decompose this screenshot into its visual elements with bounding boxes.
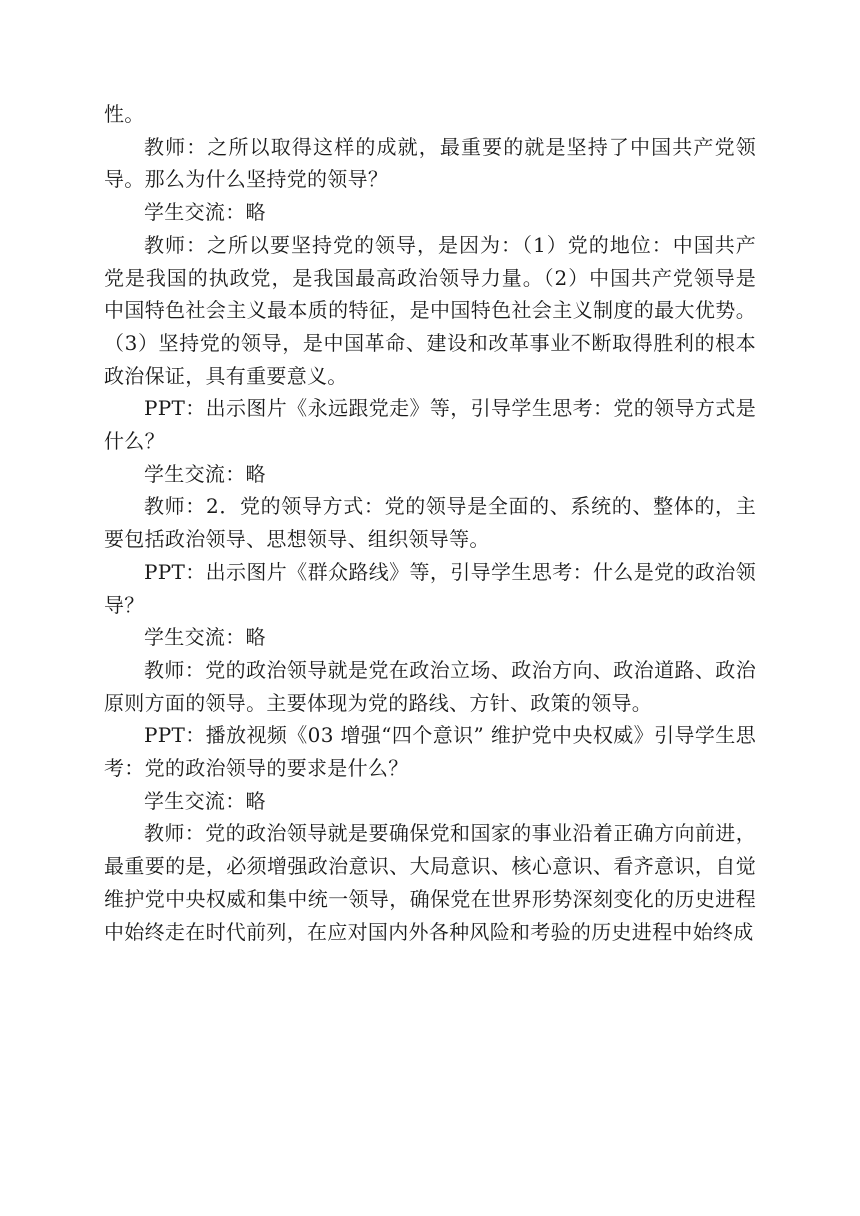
paragraph-student-4: 学生交流：略 [144, 788, 266, 813]
paragraph-ppt-2: PPT：出示图片《群众路线》等，引导学生思考：什么是党的政治领导？ [104, 559, 756, 617]
paragraph-student-2: 学生交流：略 [144, 461, 266, 486]
paragraph-teacher-1: 教师：之所以取得这样的成就，最重要的就是坚持了中国共产党领导。那么为什么坚持党的领导？ [104, 134, 756, 192]
paragraph-teacher-3: 教师：2．党的领导方式：党的领导是全面的、系统的、整体的，主要包括政治领导、思想领导、组织领导等。 [104, 494, 756, 552]
paragraph-ppt-3: PPT：播放视频《03 增强“四个意识” 维护党中央权威》引导学生思考：党的政治领导的要求是什么？ [104, 723, 756, 781]
paragraph-student-1: 学生交流：略 [144, 200, 266, 225]
paragraph-teacher-2: 教师：之所以要坚持党的领导，是因为：（1）党的地位：中国共产党是我国的执政党，是我国最高政治领导力量。（2）中国共产党领导是中国特色社会主义最本质的特征，是中国特色社会主义制度的最大优势。（3）坚持党的领导，是中国革命、建设和改革事业不断取得胜利的根本政治保证，具有重要意义。 [104, 232, 756, 388]
paragraph-student-3: 学生交流：略 [144, 625, 266, 650]
paragraph-teacher-5: 教师：党的政治领导就是要确保党和国家的事业沿着正确方向前进，最重要的是，必须增强政治意识、大局意识、核心意识、看齐意识，自觉维护党中央权威和集中统一领导，确保党在世界形势深刻变化的历史进程中始终走在时代前列，在应对国内外各种风险和考验的历史进程中始终成 [104, 821, 756, 944]
body-text [104, 98, 756, 948]
paragraph-ppt-1: PPT：出示图片《永远跟党走》等，引导学生思考：党的领导方式是什么？ [104, 396, 756, 454]
paragraph-continuation: 性。 [104, 102, 145, 126]
paragraph-teacher-4: 教师：党的政治领导就是党在政治立场、政治方向、政治道路、政治原则方面的领导。主要体现为党的路线、方针、政策的领导。 [104, 657, 756, 715]
